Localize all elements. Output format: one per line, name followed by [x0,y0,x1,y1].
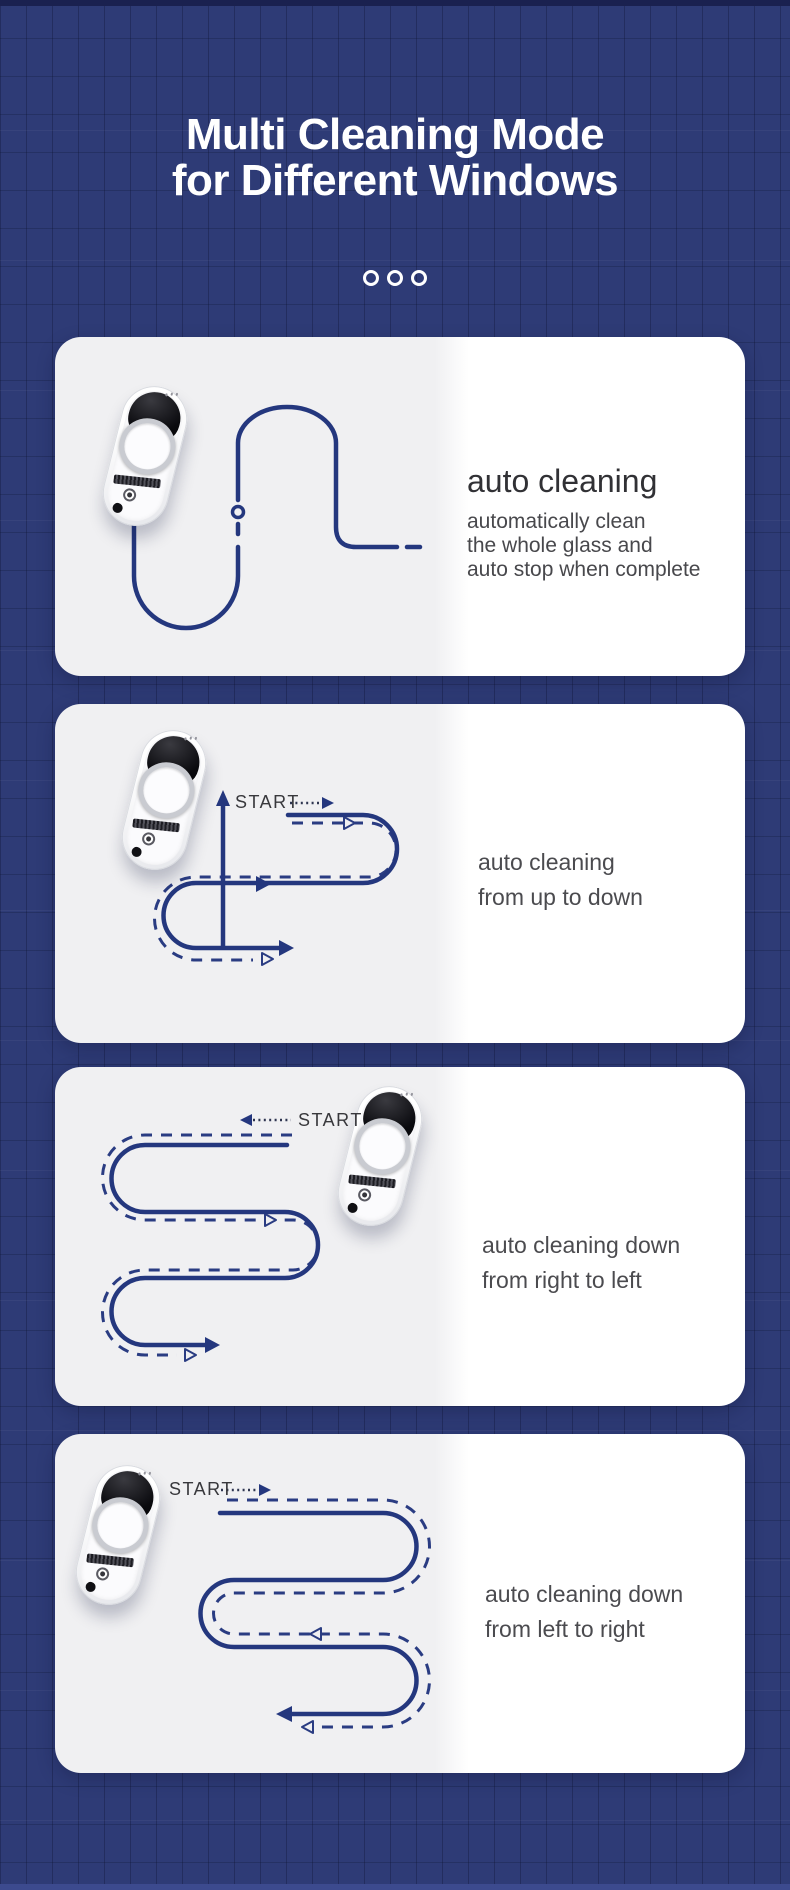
card-auto-cleaning [55,337,745,676]
arrow-right-icon [322,797,334,809]
dot-icon [411,270,427,286]
dot-icon [387,270,403,286]
start-label: START [169,1479,234,1499]
open-arrow-icon [310,1628,321,1640]
desc-line: the whole glass and [467,534,653,557]
desc-line: auto cleaning [478,849,615,875]
arrow-left-icon [276,1706,292,1722]
desc-line: auto cleaning down [482,1232,681,1258]
open-arrow-icon [344,817,355,829]
card-left-to-right [55,1434,745,1773]
open-arrow-icon [265,1214,276,1226]
page-title-line2: for Different Windows [171,156,619,205]
path-node-icon [233,507,244,518]
card-description [478,845,643,915]
arrow-right-icon [205,1337,220,1353]
desc-line: from up to down [478,884,643,910]
arrow-right-icon [279,940,294,956]
open-arrow-icon [262,953,273,965]
card-heading: auto cleaning [467,463,658,499]
card-up-to-down [55,704,745,1043]
card-description [482,1228,680,1298]
desc-line: from left to right [485,1616,645,1642]
dot-icon [363,270,379,286]
start-label: START [235,792,300,812]
open-arrow-icon [302,1721,313,1733]
card-description [467,510,700,582]
desc-line: automatically clean [467,510,646,533]
arrow-right-icon [259,1484,271,1496]
desc-line: auto cleaning down [485,1581,684,1607]
bottom-strip [0,1884,790,1890]
card-description [485,1577,683,1647]
card-right-to-left [55,1067,745,1406]
start-label: START [298,1110,363,1130]
top-strip [0,0,790,6]
desc-line: auto stop when complete [467,558,701,581]
page-title [0,112,790,204]
arrow-left-icon [240,1114,252,1126]
page-title-line1: Multi Cleaning Mode [185,110,605,159]
desc-line: from right to left [482,1267,642,1293]
dots-decoration [0,270,790,286]
open-arrow-icon [185,1349,196,1361]
arrow-up-icon [216,790,230,806]
